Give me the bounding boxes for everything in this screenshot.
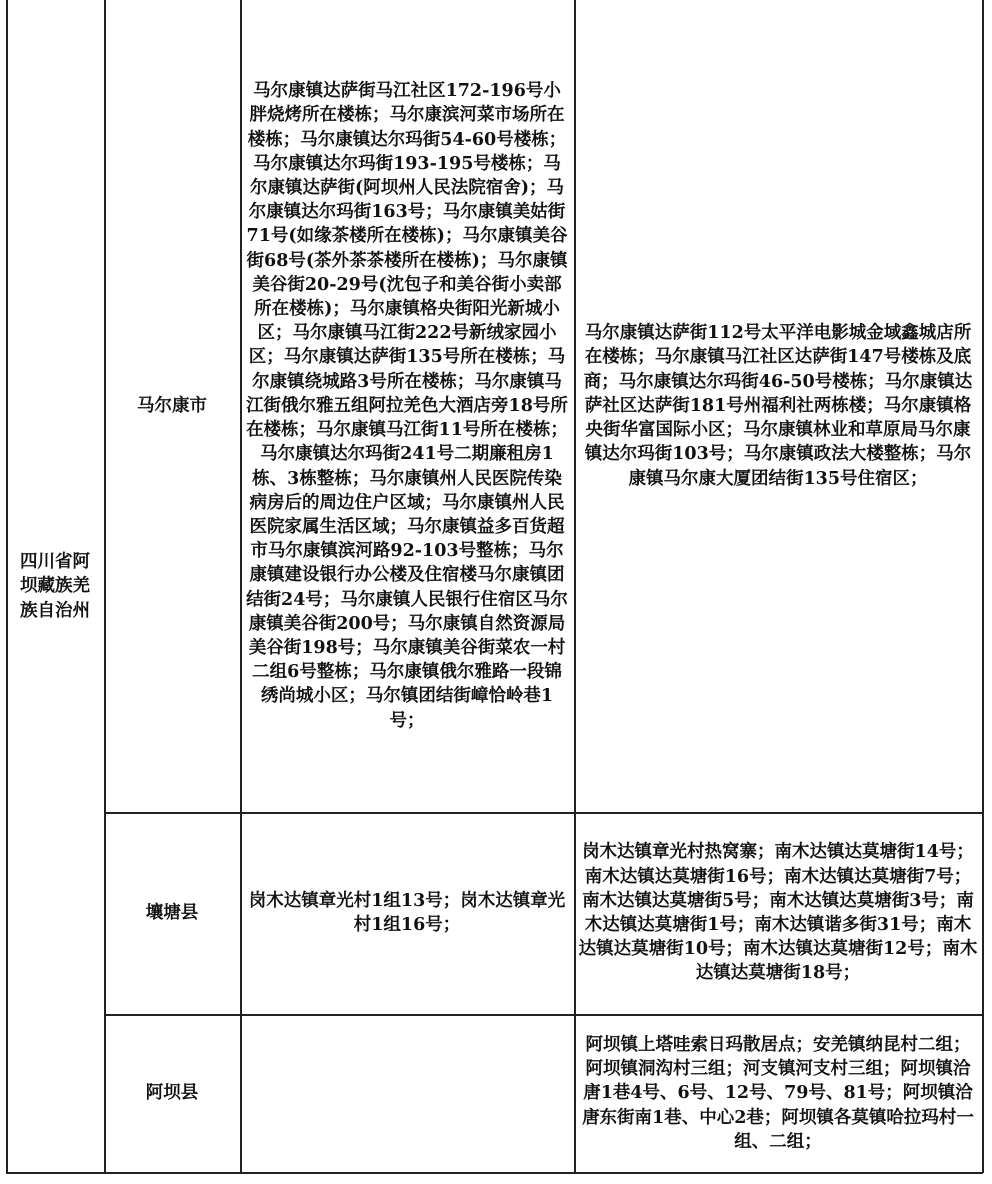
province-name: 四川省阿坝藏族羌族自治州 [20, 552, 90, 621]
area-list-text: 马尔康镇达萨街112号太平洋电影城金域鑫城店所在楼栋；马尔康镇马江社区达萨街147号楼栋及底商；马尔康镇达尔玛街46-50号楼栋；马尔康镇达萨社区达萨街181号州福利社两栋楼；马尔康镇格央街华富国际小区；马尔康镇林业和草原局马尔康镇达尔玛街103号；马尔康镇政法大楼整栋；马尔康镇马尔康大厦团结街135号住宿区； [583, 323, 973, 489]
area-list-a-rangtang [240, 812, 574, 1014]
county-name: 壤塘县 [145, 902, 199, 923]
area-list-a-aba [240, 1014, 574, 1173]
county-cell-rangtang [104, 812, 240, 1014]
county-name: 马尔康市 [137, 395, 207, 416]
area-list-b-maerkang [574, 0, 982, 812]
province-cell [6, 0, 104, 1173]
area-list-b-aba [574, 1014, 982, 1173]
area-list-text: 阿坝镇上塔哇索日玛散居点；安羌镇纳昆村二组；阿坝镇洞沟村三组；河支镇河支村三组；阿坝镇洽唐1巷4号、6号、12号、79号、81号；阿坝镇洽唐东街南1巷、中心2巷；阿坝镇各莫镇哈拉玛村一组、二组； [582, 1034, 974, 1152]
area-list-text: 马尔康镇达萨街马江社区172-196号小胖烧烤所在楼栋；马尔康滨河菜市场所在楼栋；马尔康镇达尔玛街54-60号楼栋；马尔康镇达尔玛街193-195号楼栋；马尔康镇达萨街(阿坝州人民法院宿舍)；马尔康镇达尔玛街163号；马尔康镇美姑街71号(如缘茶楼所在楼栋)；马尔康镇美谷街68号(茶外茶茶楼所在楼栋)；马尔康镇美谷街20-29号(沈包子和美谷街小卖部所在楼栋)；马尔康镇格央街阳光新城小区；马尔康镇马江街222号新绒家园小区；马尔康镇达萨街135号所在楼栋；马尔康镇绕城路3号所在楼栋；马尔康镇马江街俄尔雅五组阿拉羌色大酒店旁18号所在楼栋；马尔康镇马江街11号所在楼栋；马尔康镇达尔玛街241号二期廉租房1栋、3栋整栋；马尔康镇州人民医院传染病房后的周边住户区域；马尔康镇州人民医院家属生活区域；马尔康镇益多百货超市马尔康镇滨河路92-103号整栋；马尔康镇建设银行办公楼及住宿楼马尔康镇团结街24号；马尔康镇人民银行住宿区马尔康镇美谷街200号；马尔康镇自然资源局美谷街198号；马尔康镇美谷街菜农一村二组6号整栋；马尔康镇俄尔雅路一段锦绣尚城小区；马尔镇团结街嶂恰岭巷1号； [246, 81, 568, 731]
table-border-right [982, 0, 984, 1173]
county-cell-maerkang [104, 0, 240, 812]
area-list-text: 岗木达镇章光村热窝寨；南木达镇达莫塘街14号；南木达镇达莫塘街16号；南木达镇达莫塘街7号；南木达镇达莫塘街5号；南木达镇达莫塘街3号；南木达镇达莫塘街1号；南木达镇谐多街31号；南木达镇达莫塘街10号；南木达镇达莫塘街12号；南木达镇达莫塘街18号； [578, 842, 978, 984]
county-cell-aba [104, 1014, 240, 1173]
area-list-a-maerkang [240, 0, 574, 812]
area-list-b-rangtang [574, 812, 982, 1014]
county-name: 阿坝县 [145, 1083, 199, 1104]
area-list-text: 岗木达镇章光村1组13号；岗木达镇章光村1组16号； [248, 890, 566, 935]
